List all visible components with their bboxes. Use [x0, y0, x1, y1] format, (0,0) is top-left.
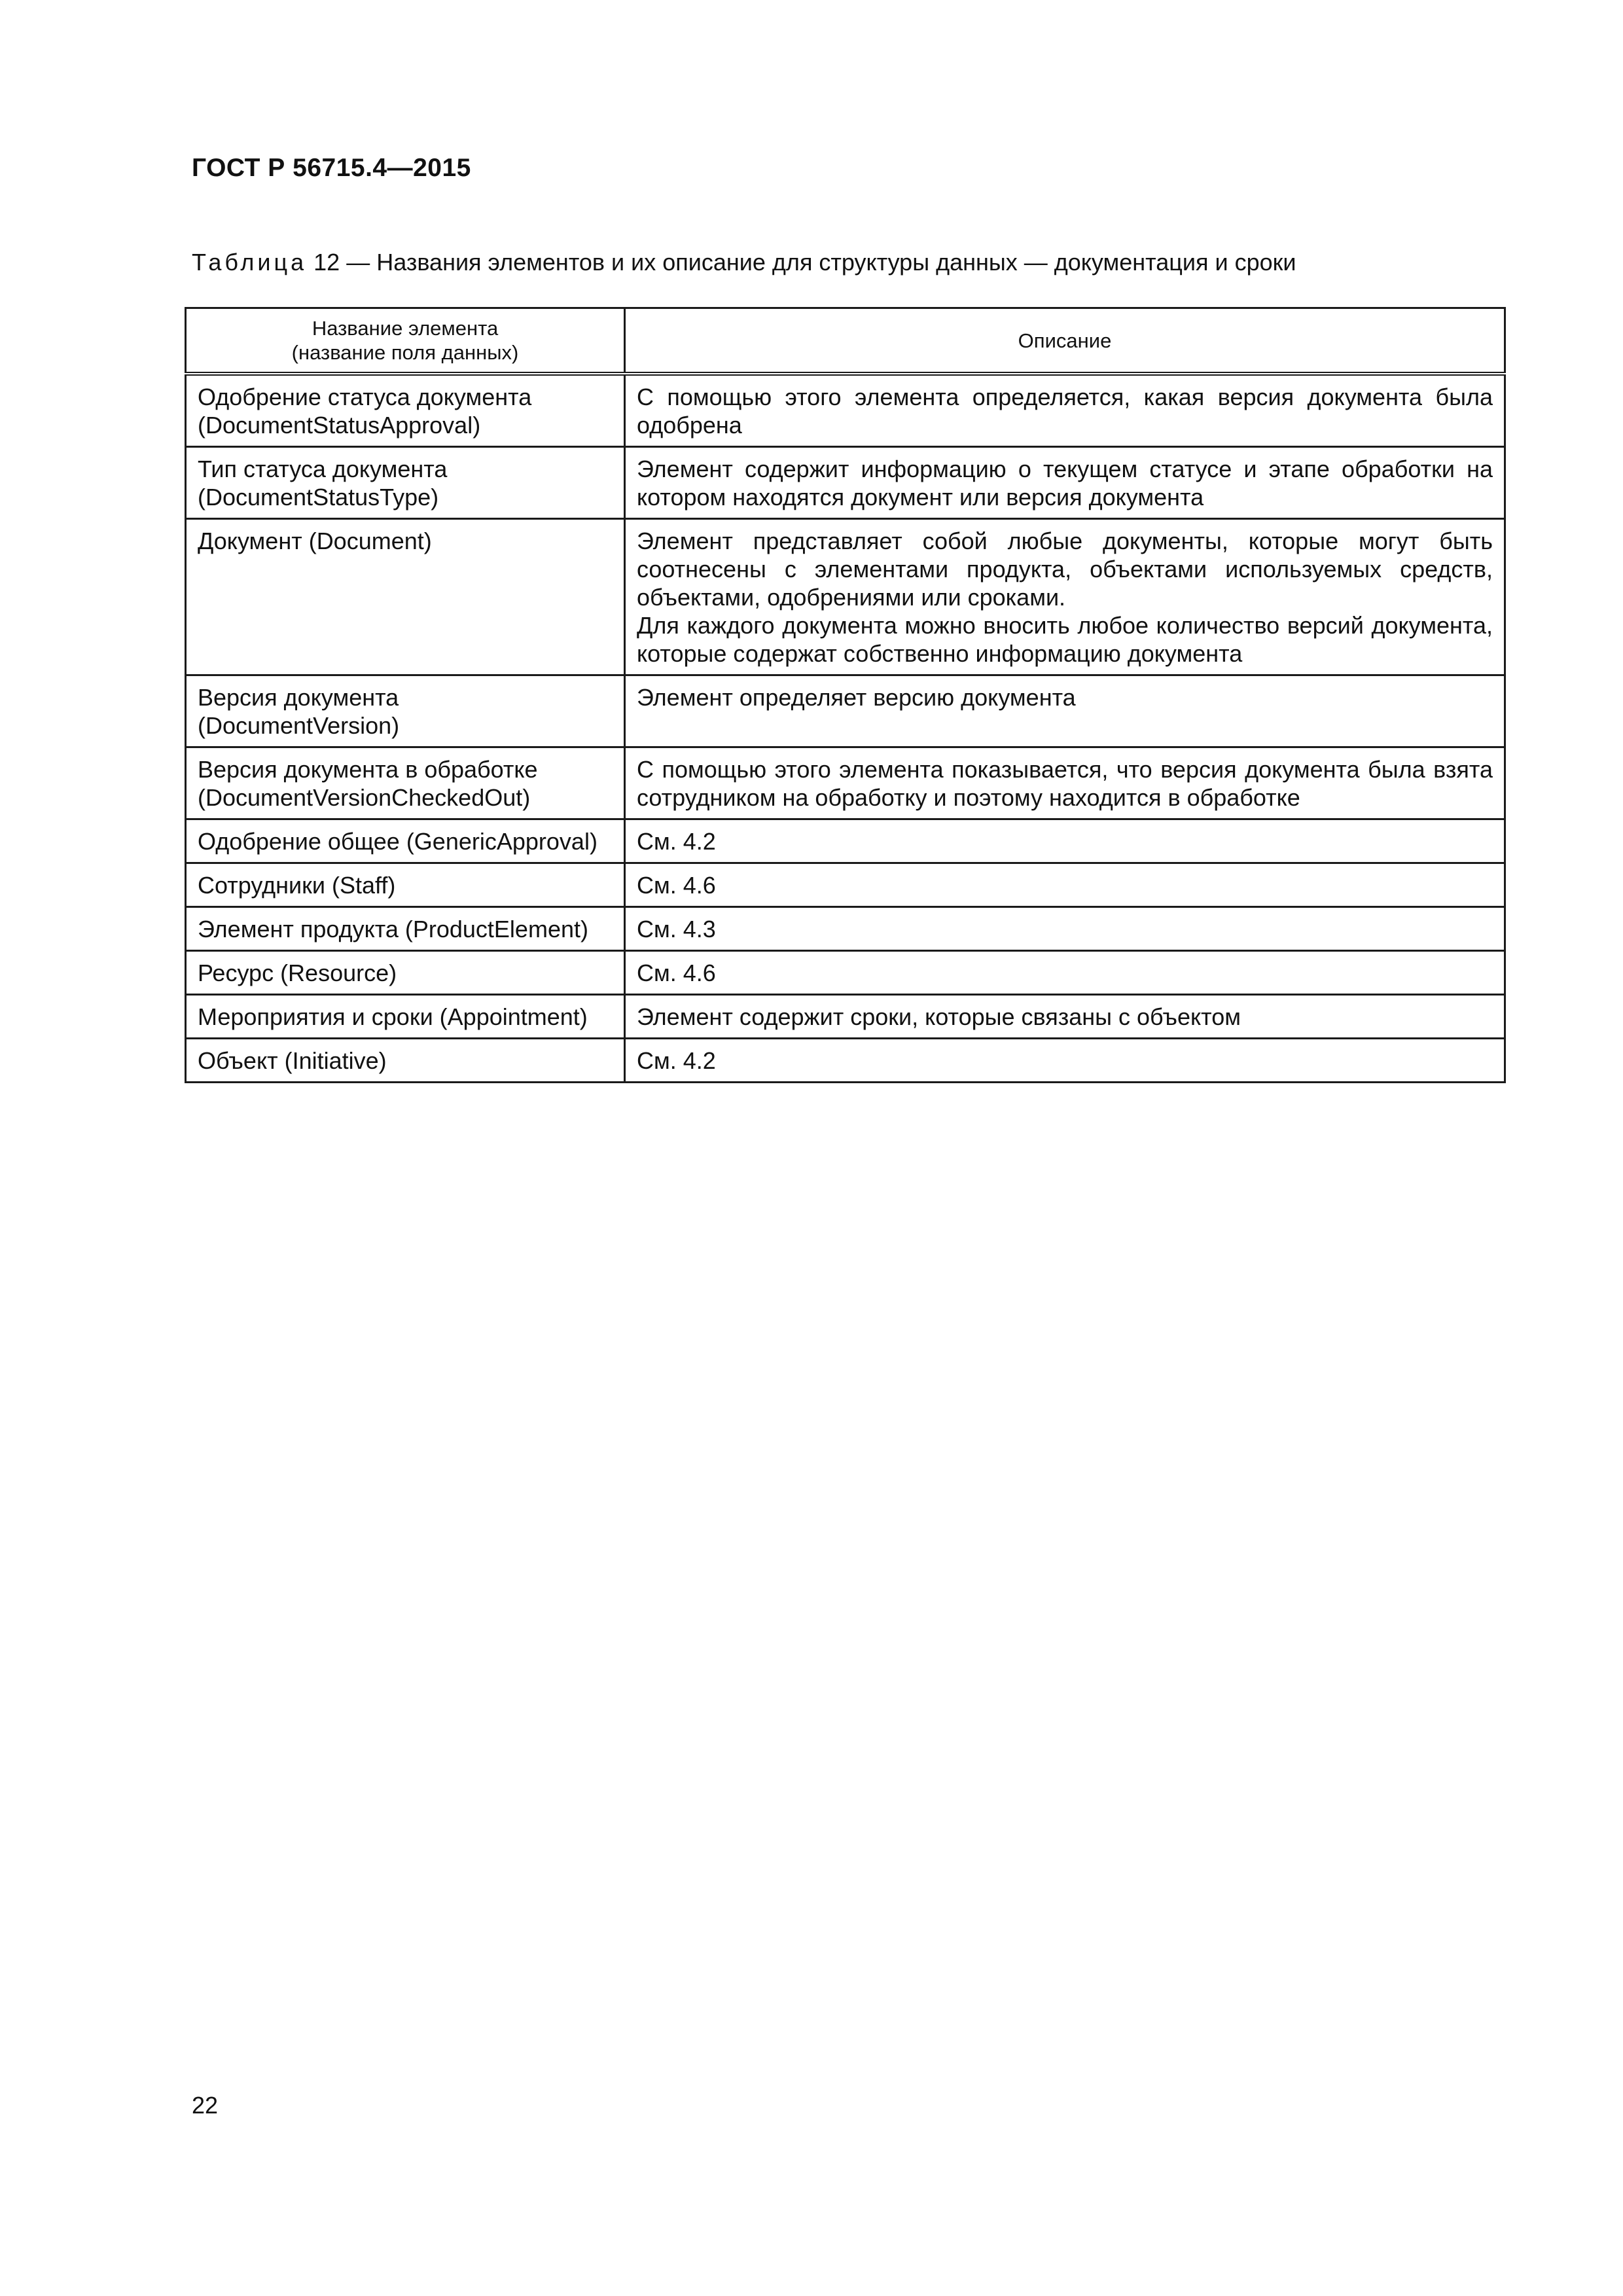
- element-name-cell: [186, 519, 625, 675]
- element-name: Элемент продукта (ProductElement): [198, 916, 588, 942]
- element-name-cell: [186, 819, 625, 863]
- element-name: Одобрение общее (GenericApproval): [198, 828, 597, 855]
- element-description: См. 4.6: [637, 960, 716, 986]
- element-name-cell: [186, 747, 625, 819]
- table-row: [186, 519, 1505, 675]
- table-row: [186, 675, 1505, 747]
- element-name: Версия документа: [198, 684, 399, 711]
- table-caption: [192, 249, 1296, 276]
- table-caption-text: 12 — Названия элементов и их описание для структуры данных — документация и сроки: [307, 249, 1296, 276]
- element-name: Мероприятия и сроки (Appointment): [198, 1003, 588, 1030]
- element-description: С помощью этого элемента показывается, что версия документа была взята сотрудником на обработку и поэтому находится в обработке: [637, 756, 1493, 811]
- element-name: Версия документа в обработке: [198, 756, 538, 783]
- element-description-cell: [625, 863, 1505, 907]
- elements-table: [185, 307, 1506, 1083]
- table-caption-label: Таблица: [192, 249, 308, 276]
- element-name-cell: [186, 675, 625, 747]
- column-header-name: [186, 308, 625, 374]
- element-name: Ресурс (Resource): [198, 960, 397, 986]
- element-description-extra: Для каждого документа можно вносить любое количество версий документа, которые содержат собственно информацию документа: [637, 612, 1493, 667]
- element-description: Элемент содержит информацию о текущем статусе и этапе обработки на котором находятся документ или версия документа: [637, 456, 1493, 511]
- element-name-cell: [186, 951, 625, 995]
- element-name: Одобрение статуса документа: [198, 384, 532, 410]
- element-description-cell: [625, 374, 1505, 447]
- element-description: Элемент определяет версию документа: [637, 684, 1076, 711]
- element-name-cell: [186, 907, 625, 951]
- element-field-name: (DocumentVersionCheckedOut): [198, 784, 531, 811]
- element-description-cell: [625, 675, 1505, 747]
- element-name-cell: [186, 447, 625, 519]
- element-description: См. 4.6: [637, 872, 716, 899]
- element-field-name: (DocumentVersion): [198, 712, 400, 739]
- element-description: См. 4.3: [637, 916, 716, 942]
- element-name: Сотрудники (Staff): [198, 872, 396, 899]
- element-field-name: (DocumentStatusType): [198, 484, 439, 511]
- element-name-cell: [186, 863, 625, 907]
- table-row: [186, 819, 1505, 863]
- column-header-name-line1: Название элемента: [312, 317, 499, 340]
- column-header-description: Описание: [625, 308, 1505, 374]
- column-header-name-line2: (название поля данных): [291, 341, 519, 364]
- element-description-cell: [625, 747, 1505, 819]
- document-header: ГОСТ Р 56715.4—2015: [192, 154, 471, 182]
- element-description: Элемент содержит сроки, которые связаны с объектом: [637, 1003, 1241, 1030]
- table-row: [186, 995, 1505, 1039]
- element-name-cell: [186, 1039, 625, 1083]
- element-description-cell: [625, 995, 1505, 1039]
- element-name: Документ (Document): [198, 528, 432, 554]
- element-description: С помощью этого элемента определяется, какая версия документа была одобрена: [637, 384, 1493, 439]
- table-row: [186, 447, 1505, 519]
- element-name-cell: [186, 995, 625, 1039]
- table-row: [186, 951, 1505, 995]
- element-description-cell: [625, 819, 1505, 863]
- element-name: Объект (Initiative): [198, 1047, 387, 1074]
- element-description-cell: [625, 447, 1505, 519]
- element-description-cell: [625, 1039, 1505, 1083]
- element-description-cell: [625, 519, 1505, 675]
- table-row: [186, 863, 1505, 907]
- element-description: См. 4.2: [637, 828, 716, 855]
- table-row: [186, 1039, 1505, 1083]
- table-header-row: [186, 308, 1505, 374]
- table-row: [186, 747, 1505, 819]
- element-description-cell: [625, 907, 1505, 951]
- element-name: Тип статуса документа: [198, 456, 448, 482]
- element-description: Элемент представляет собой любые документы, которые могут быть соотнесены с элементами продукта, объектами используемых средств, объектами, одобрениями или сроками.: [637, 528, 1493, 611]
- table-row: [186, 374, 1505, 447]
- element-name-cell: [186, 374, 625, 447]
- element-description: См. 4.2: [637, 1047, 716, 1074]
- element-description-cell: [625, 951, 1505, 995]
- element-field-name: (DocumentStatusApproval): [198, 412, 481, 439]
- table-row: [186, 907, 1505, 951]
- page-number: 22: [192, 2092, 219, 2119]
